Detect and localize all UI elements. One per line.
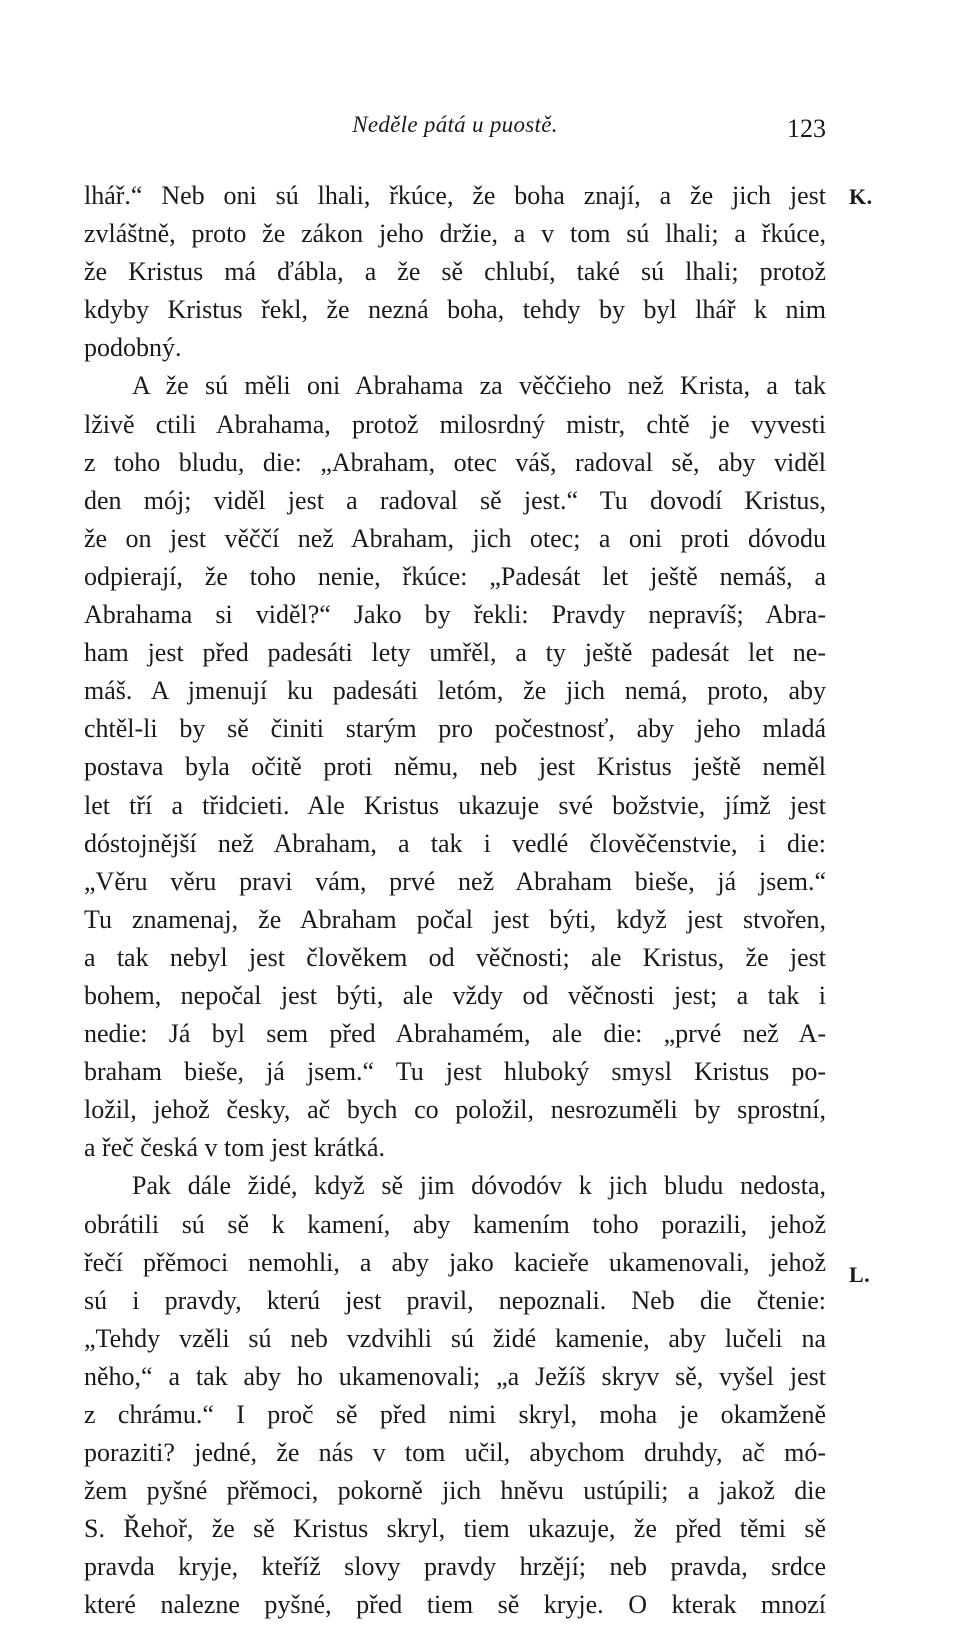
text-line: ložil, jehož česky, ač bych co položil, nesrozuměli by sprostní,: [84, 1095, 826, 1125]
margin-note-l: L.: [849, 1262, 871, 1287]
text-line: podobný.: [84, 333, 182, 363]
text-line: že on jest věččí než Abraham, jich otec; a oni proti dóvodu: [84, 523, 826, 553]
text-line: Abrahama si viděl?“ Jako by řekli: Pravdy nepravíš; Abra-: [84, 600, 826, 630]
text-line: S. Řehoř, že sě Kristus skryl, tiem ukazuje, že před těmi sě: [84, 1514, 826, 1544]
text-line: let tří a třidcieti. Ale Kristus ukazuje své božstvie, jímž jest: [84, 790, 826, 820]
text-line: a tak nebyl jest člověkem od věčnosti; ale Kristus, že jest: [84, 942, 826, 972]
body-text: [84, 177, 826, 1625]
text-line: poraziti? jedné, že nás v tom učil, abychom druhdy, ač mó-: [84, 1438, 826, 1468]
text-line: „Tehdy vzěli sú neb vzdvihli sú židé kamenie, aby lučeli na: [84, 1323, 826, 1353]
text-line: bohem, nepočal jest býti, ale vždy od věčnosti jest; a tak i: [84, 980, 826, 1010]
text-line: lhář.“ Neb oni sú lhali, řkúce, že boha znají, a že jich jest: [84, 181, 826, 210]
text-line: „Věru věru pravi vám, prvé než Abraham bieše, já jsem.“: [84, 866, 826, 896]
text-line: z toho bludu, die: „Abraham, otec váš, radoval sě, aby viděl: [84, 447, 826, 477]
text-line: obrátili sú sě k kamení, aby kamením toho porazili, jehož: [84, 1209, 826, 1239]
text-line: že Kristus má ďábla, a že sě chlubí, také sú lhali; protož: [84, 257, 826, 287]
text-line: nedie: Já byl sem před Abrahamém, ale die: „prvé než A-: [84, 1019, 826, 1049]
text-line: kdyby Kristus řekl, že nezná boha, tehdy by byl lhář k nim: [84, 295, 826, 325]
text-line: A že sú měli oni Abrahama za věččieho než Krista, a tak: [132, 371, 826, 401]
text-line: dóstojnější než Abraham, a tak i vedlé člověčenstvie, i die:: [84, 828, 826, 858]
running-title: Neděle pátá u puostě.: [352, 112, 558, 137]
text-line: a řeč česká v tom jest krátká.: [84, 1133, 386, 1163]
text-line: Pak dále židé, když sě jim dóvodóv k jich bludu nedosta,: [132, 1171, 826, 1201]
text-line: řečí přěmoci nemohli, a aby jako kacieře ukamenovali, jehož: [84, 1247, 826, 1277]
text-line: které nalezne pyšné, před tiem sě kryje. O kterak mnozí: [84, 1590, 826, 1620]
text-line: sú i pravdy, kterú jest pravil, nepoznali. Neb die čtenie:: [84, 1285, 826, 1315]
margin-note-k: K.: [849, 184, 873, 209]
text-line: něho,“ a tak aby ho ukamenovali; „a Ježíš skryv sě, vyšel jest: [84, 1361, 826, 1391]
text-line: žem pyšné přěmoci, pokorně jich hněvu ustúpili; a jakož die: [84, 1476, 826, 1506]
text-line: chtěl-li by sě činiti starým pro počestnosť, aby jeho mladá: [84, 714, 826, 744]
text-line: den mój; viděl jest a radoval sě jest.“ Tu dovodí Kristus,: [84, 485, 826, 515]
text-line: ham jest před padesáti lety umřěl, a ty ještě padesát let ne-: [84, 638, 826, 668]
text-line: lživě ctili Abrahama, protož milosrdný mistr, chtě je vyvesti: [84, 409, 826, 439]
text-line: postava byla očitě proti němu, neb jest Kristus ještě neměl: [84, 752, 826, 782]
text-line: odpierají, že toho nenie, řkúce: „Padesát let ještě nemáš, a: [84, 561, 826, 591]
text-line: z chrámu.“ I proč sě před nimi skryl, moha je okamženě: [84, 1400, 826, 1429]
text-line: máš. A jmenují ku padesáti letóm, že jich nemá, proto, aby: [84, 676, 826, 706]
text-line: Tu znamenaj, že Abraham počal jest býti, když jest stvořen,: [84, 904, 826, 934]
text-line: zvláštně, proto že zákon jeho držie, a v tom sú lhali; a řkúce,: [84, 219, 826, 249]
text-line: braham bieše, já jsem.“ Tu jest hluboký smysl Kristus po-: [84, 1057, 826, 1087]
text-line: pravda kryje, kteříž slovy pravdy hrzějí; neb pravda, srdce: [84, 1552, 826, 1582]
running-header: [84, 112, 826, 152]
page-number: 123: [787, 114, 826, 143]
